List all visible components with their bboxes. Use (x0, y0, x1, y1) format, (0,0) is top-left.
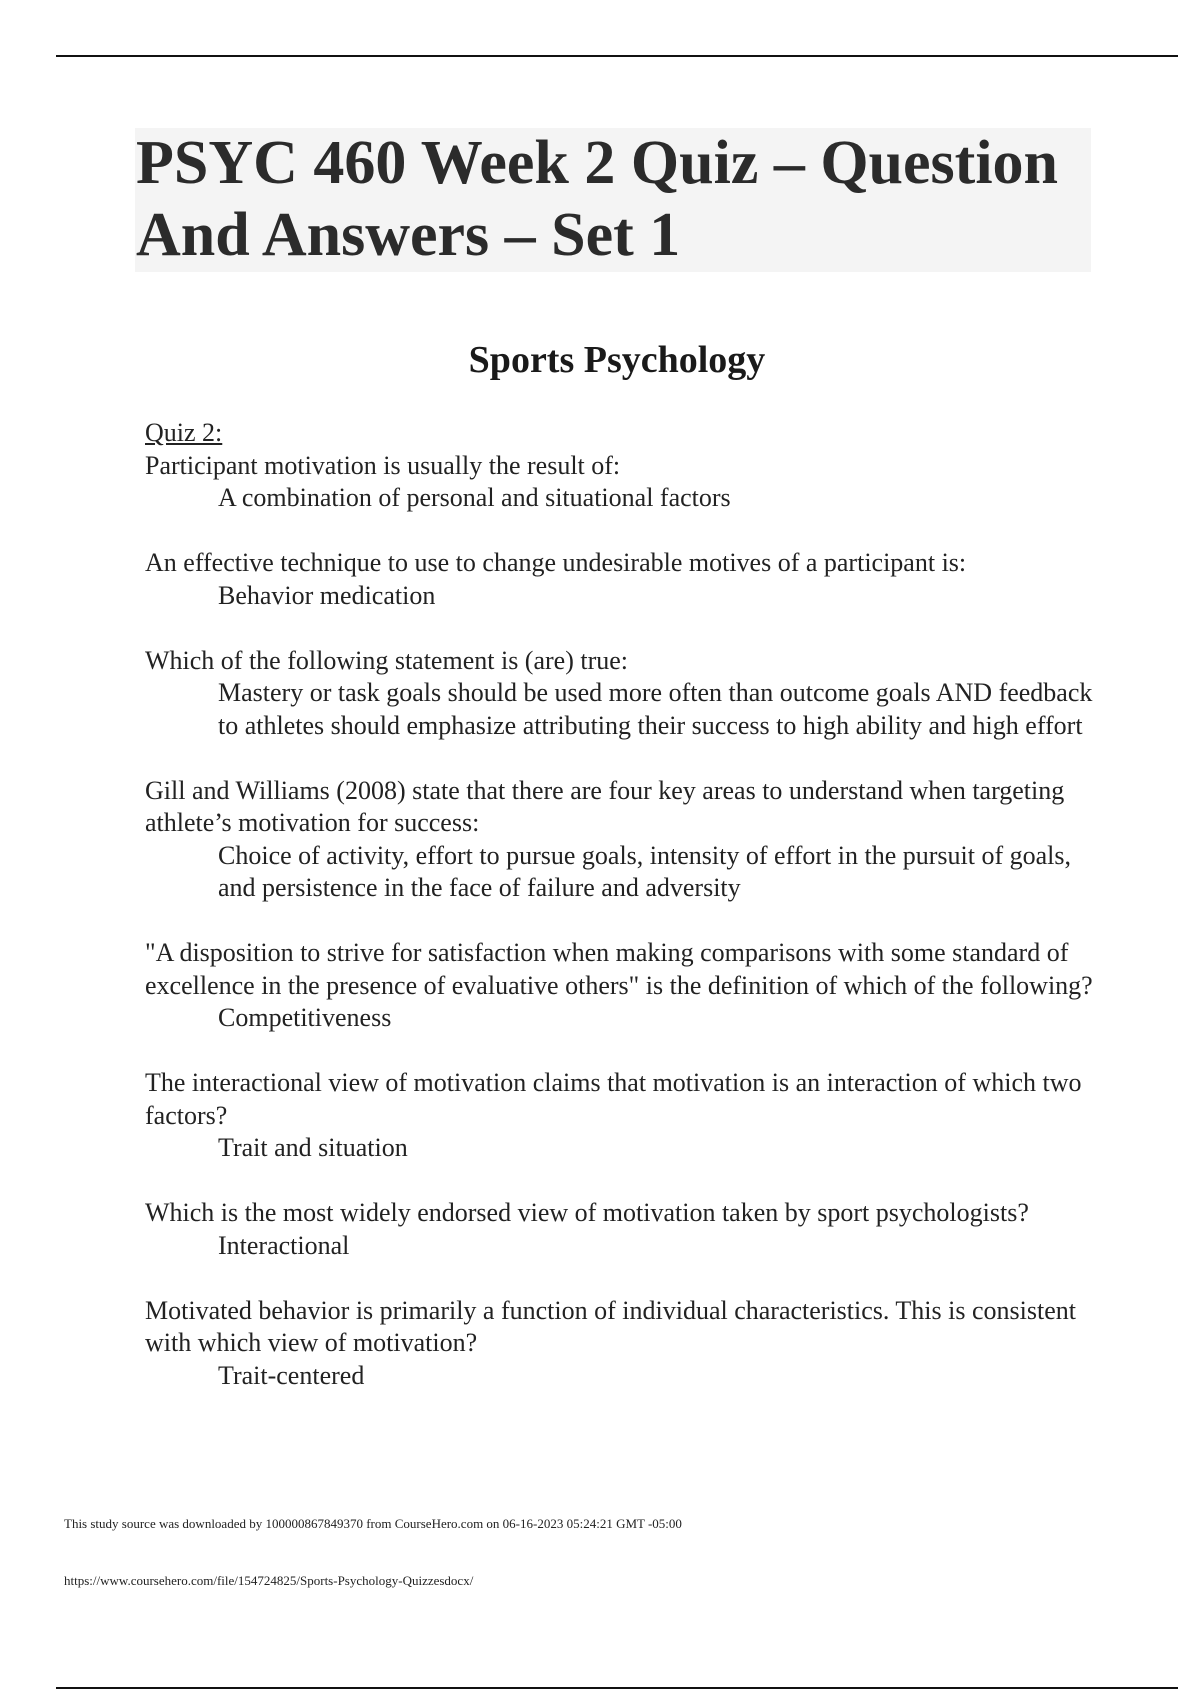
question-text: Motivated behavior is primarily a function of individual characteristics. This is consistent with which view of motivation? (145, 1295, 1076, 1357)
question-text: Participant motivation is usually the result of: (145, 450, 621, 480)
answer-text: Choice of activity, effort to pursue goals, intensity of effort in the pursuit of goals, and persistence in the face of failure and adversity (218, 840, 1072, 902)
question-text: The interactional view of motivation claims that motivation is an interaction of which two factors? (145, 1068, 1082, 1130)
answer-text: Trait-centered (218, 1360, 365, 1390)
question-text: Which of the following statement is (are) true: (145, 645, 629, 675)
question-text: Which is the most widely endorsed view of motivation taken by sport psychologists? (145, 1198, 1029, 1227)
question-text: "A disposition to strive for satisfaction when making comparisons with some standard of excellence in the presence of evaluative others" is the definition of which of the following? (145, 938, 1093, 1000)
quiz-heading: Quiz 2: (145, 418, 223, 447)
answer-text: Competitiveness (218, 1003, 392, 1032)
document-title (136, 127, 1086, 271)
top-rule (56, 55, 1178, 57)
qa-item (145, 450, 1105, 515)
document-title-line-1: PSYC 460 Week 2 Quiz – Question (136, 129, 1059, 197)
answer-text: Behavior medication (218, 580, 436, 610)
qa-item (145, 937, 1105, 1035)
answer-text: Interactional (218, 1230, 350, 1260)
answer-text: A combination of personal and situational factors (218, 483, 731, 512)
quiz-content (145, 417, 1105, 1425)
subject-heading: Sports Psychology (468, 339, 766, 381)
answer-text: Trait and situation (218, 1133, 408, 1162)
download-source-note: This study source was downloaded by 100000867849370 from CourseHero.com on 06-16-2023 05:24:21 GMT -05:00 (64, 1516, 682, 1531)
qa-item (145, 645, 1105, 743)
qa-item (145, 775, 1105, 905)
bottom-rule (56, 1687, 1178, 1689)
document-title-line-2: And Answers – Set 1 (136, 201, 681, 269)
qa-item (145, 547, 1105, 612)
qa-item (145, 1197, 1105, 1262)
answer-text: Mastery or task goals should be used more often than outcome goals AND feedback to athletes should emphasize attributing their success to high ability and high effort (218, 678, 1093, 740)
source-url[interactable]: https://www.coursehero.com/file/154724825/Sports-Psychology-Quizzesdocx/ (64, 1573, 474, 1588)
question-text: An effective technique to use to change undesirable motives of a participant is: (145, 548, 967, 577)
question-text: Gill and Williams (2008) state that there are four key areas to understand when targeting athlete’s motivation for success: (145, 775, 1065, 837)
qa-item (145, 1067, 1105, 1165)
qa-item (145, 1295, 1105, 1393)
